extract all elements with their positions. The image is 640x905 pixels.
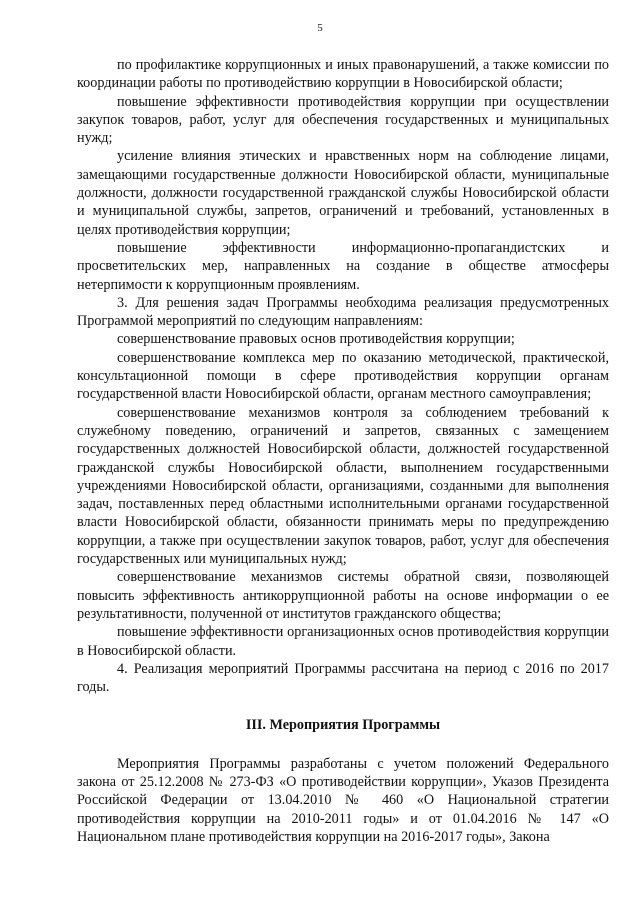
document-body bbox=[77, 56, 609, 846]
paragraph: 4. Реализация мероприятий Программы рассчитана на период с 2016 по 2017 годы. bbox=[77, 660, 609, 696]
paragraph: Мероприятия Программы разработаны с учетом положений Федерального закона от 25.12.2008 № 273-ФЗ «О противодействии коррупции», Указов Президента Российской Федерации от 13.04.2010 № 460 «О Национальной стратегии противодействия коррупции на 2010-2011 годы» и от 01.04.2016 № 147 «О Национальном плане противодействия коррупции на 2016-2017 годы», Закона bbox=[77, 755, 609, 845]
page-number: 5 bbox=[317, 22, 323, 34]
paragraph: совершенствование комплекса мер по оказанию методической, практической, консультационной помощи в сфере противодействия коррупции органам государственной власти Новосибирской области, органам местного самоуправления; bbox=[77, 349, 609, 403]
paragraph: повышение эффективности информационно-пропагандистских и просветительских мер, направленных на создание в обществе атмосферы нетерпимости к коррупционным проявлениям. bbox=[77, 239, 609, 293]
paragraph: совершенствование правовых основ противодействия коррупции; bbox=[117, 331, 515, 348]
paragraph: усиление влияния этических и нравственных норм на соблюдение лицами, замещающими государственные должности Новосибирской области, муниципальные должности, должности государственной гражданской службы Новосибирской области и муниципальной службы, запретов, ограничений и требований, установленных в целях противодействия коррупции; bbox=[77, 148, 609, 238]
paragraph: повышение эффективности организационных основ противодействия коррупции в Новосибирской области. bbox=[77, 624, 609, 659]
section-heading: III. Мероприятия Программы bbox=[245, 717, 441, 734]
paragraph: 3. Для решения задач Программы необходима реализация предусмотренных Программой мероприятий по следующим направлениям: bbox=[77, 294, 609, 330]
paragraph: совершенствование механизмов контроля за соблюдением требований к служебному поведению, ограничений и запретов, связанных с замещением государственных должностей Новосибирской области, должностей государственной гражданской службы Новосибирской области, выполнением государственными учреждениями Новосибирской области, организациями, созданными для выполнения задач, поставленных перед областными исполнительными органами государственной власти Новосибирской области, обязанности принимать меры по предупреждению коррупции, а также при осуществлении закупок товаров, работ, услуг для обеспечения государственных или муниципальных нужд; bbox=[77, 404, 609, 568]
paragraph: по профилактике коррупционных и иных правонарушений, а также комиссии по координации работы по противодействию коррупции в Новосибирской области; bbox=[77, 57, 609, 92]
paragraph: совершенствование механизмов системы обратной связи, позволяющей повысить эффективность антикоррупционной работы на основе информации о ее результативности, полученной от институтов гражданского общества; bbox=[77, 569, 609, 622]
paragraph: повышение эффективности противодействия коррупции при осуществлении закупок товаров, работ, услуг для обеспечения государственных и муниципальных нужд; bbox=[77, 93, 609, 147]
